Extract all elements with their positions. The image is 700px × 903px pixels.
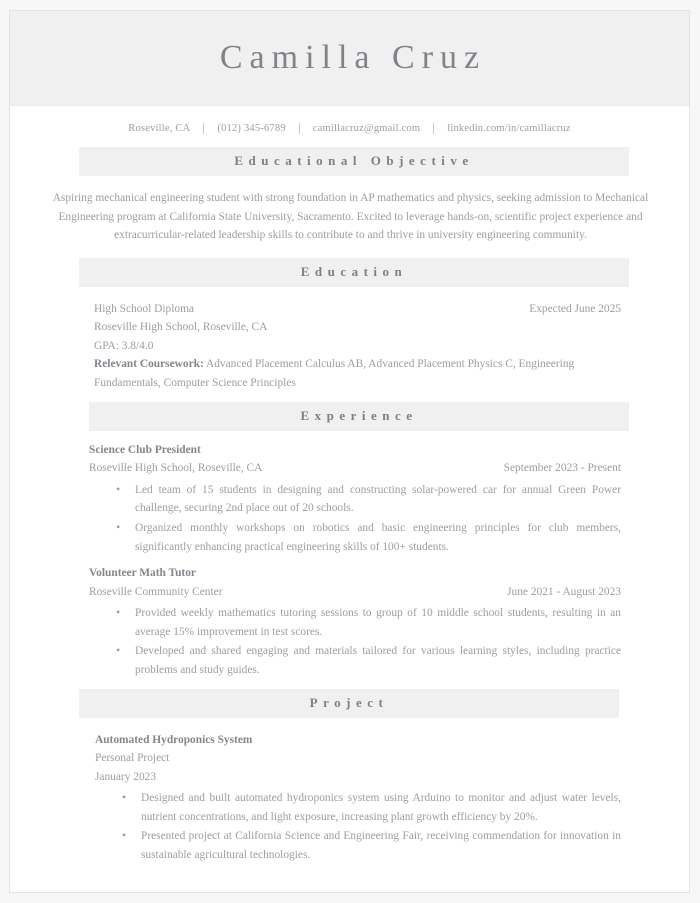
resume-header <box>10 11 689 106</box>
experience-bullet-list <box>89 481 621 556</box>
experience-organization: Roseville High School, Roseville, CA <box>89 462 263 475</box>
experience-entry <box>89 441 621 556</box>
contact-line <box>10 123 689 134</box>
education-degree-row <box>94 300 621 319</box>
section-educational-objective <box>10 147 689 245</box>
list-item: • Led team of 15 students in designing and constructing solar-powered car for annual Green Power challenge, securing 2nd place out of 20 schools. <box>89 481 621 518</box>
experience-org-row <box>89 459 621 478</box>
coursework-value: Advanced Placement Calculus AB, Advanced Placement Physics C, Engineering Fundamentals, Computer Science Principles <box>94 358 575 390</box>
experience-entry <box>89 564 621 679</box>
section-heading-project: Project <box>79 689 619 718</box>
project-organization: Personal Project <box>95 752 170 765</box>
section-experience <box>10 402 689 680</box>
experience-org-row <box>89 583 621 602</box>
experience-title: Science Club President <box>89 443 201 456</box>
project-entry <box>95 731 621 865</box>
project-title: Automated Hydroponics System <box>95 733 253 746</box>
experience-title: Volunteer Math Tutor <box>89 567 196 580</box>
education-entry <box>94 300 621 393</box>
contact-linkedin[interactable]: linkedin.com/in/camillacruz <box>447 123 571 134</box>
list-item: • Developed and shared engaging and materials tailored for various learning styles, including practice problems and study guides. <box>89 642 621 679</box>
project-bullet-list <box>95 789 621 864</box>
section-education <box>10 258 689 393</box>
objective-text: Aspiring mechanical engineering student with strong foundation in AP mathematics and physics, seeking admission to Mechanical Engineering program at California State University, Sacramento. Excited to leverage hands-on, scientific project experience and extracurricular-related leadership skills to contribute to and thrive in university engineering community. <box>52 192 649 242</box>
education-school: Roseville High School, Roseville, CA <box>94 321 268 334</box>
education-date: Expected June 2025 <box>529 302 621 315</box>
section-heading-objective: Educational Objective <box>79 147 629 176</box>
contact-email[interactable]: camillacruz@gmail.com <box>312 123 421 134</box>
list-item: • Presented project at California Science and Engineering Fair, receiving commendation for innovation in sustainable agricultural technologies. <box>95 827 621 864</box>
candidate-name: Camilla Cruz <box>219 39 487 76</box>
list-item: • Provided weekly mathematics tutoring sessions to group of 10 middle school students, resulting in an average 15% improvement in test scores. <box>89 604 621 641</box>
section-heading-education: Education <box>79 258 629 287</box>
contact-location: Roseville, CA <box>128 123 191 134</box>
education-degree: High School Diploma <box>94 302 194 315</box>
contact-phone[interactable]: (012) 345-6789 <box>217 123 286 134</box>
section-project <box>10 689 689 865</box>
experience-organization: Roseville Community Center <box>89 585 223 598</box>
project-date: January 2023 <box>95 770 157 783</box>
list-item: • Designed and built automated hydroponics system using Arduino to monitor and adjust water levels, nutrient concentrations, and light exposure, increasing plant growth efficiency by 20%. <box>95 789 621 826</box>
experience-date: September 2023 - Present <box>503 462 621 475</box>
coursework-label: Relevant Coursework: <box>94 358 204 371</box>
list-item: • Organized monthly workshops on robotics and basic engineering principles for club members, significantly enhancing practical engineering skills of 100+ students. <box>89 519 621 556</box>
resume-page <box>9 10 690 893</box>
experience-date: June 2021 - August 2023 <box>507 585 621 598</box>
section-heading-experience: Experience <box>89 402 629 431</box>
experience-bullet-list <box>89 604 621 679</box>
education-gpa: GPA: 3.8/4.0 <box>94 339 154 352</box>
education-coursework <box>94 355 621 392</box>
contact-separator-icon <box>433 123 434 134</box>
contact-separator-icon <box>203 123 204 134</box>
contact-separator-icon <box>299 123 300 134</box>
